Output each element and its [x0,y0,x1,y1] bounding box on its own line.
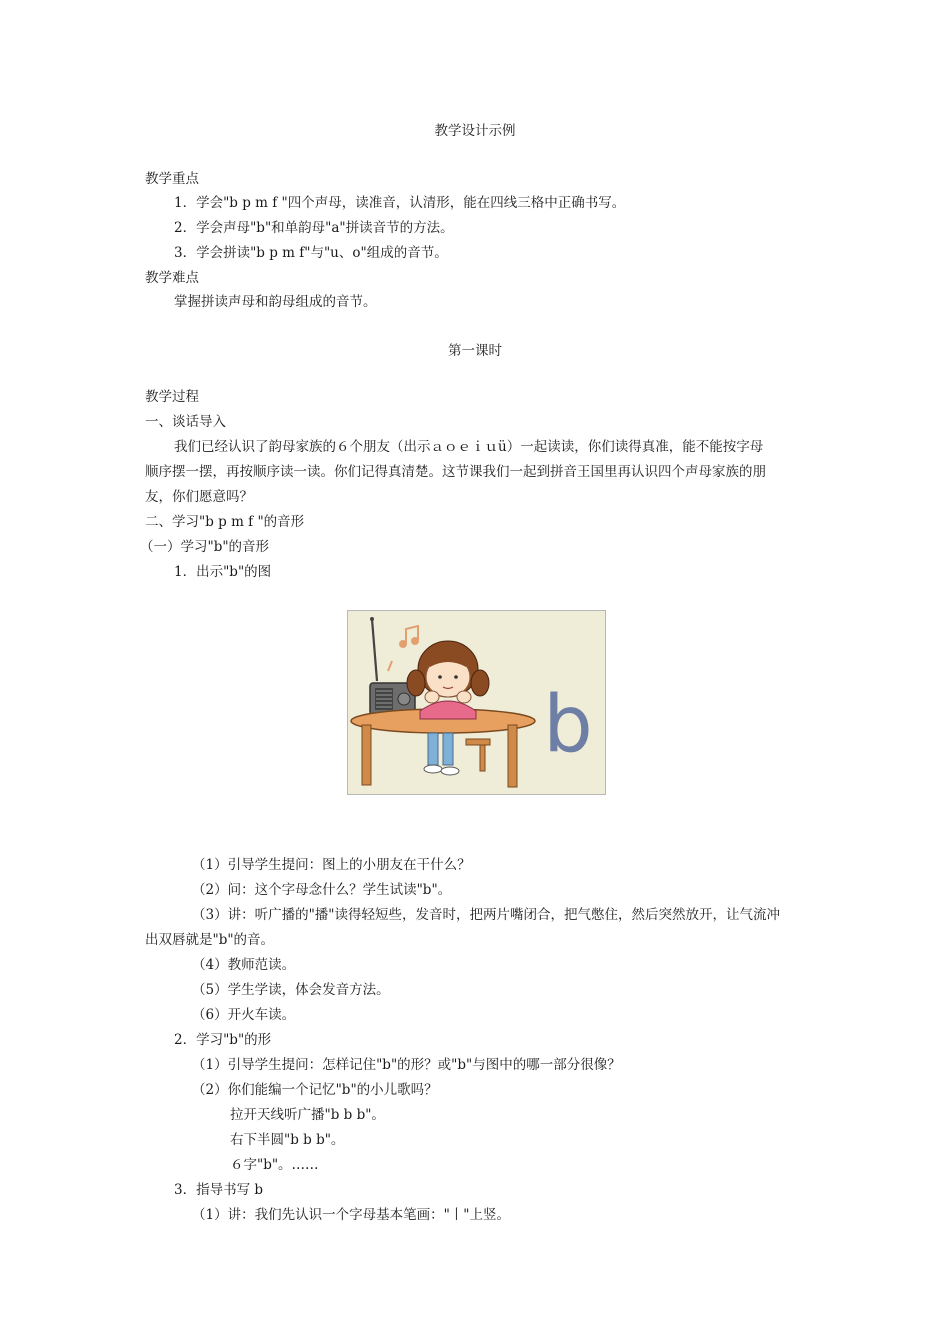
subsection-heading: （一）学习"b"的音形 [140,539,270,555]
step-item: （4）教师范读。 [192,957,296,973]
paragraph-line: 友，你们愿意吗？ [145,489,253,505]
step-heading: 2．学习"b"的形 [174,1032,272,1048]
difficulty-text: 掌握拼读声母和韵母组成的音节。 [174,294,377,310]
step-item: （1）引导学生提问：怎样记住"b"的形？或"b"与图中的哪一部分很像？ [192,1057,621,1073]
step-item: （3）讲：听广播的"播"读得轻短些，发音时，把两片嘴闭合，把气憋住，然后突然放开，让气流冲 [192,907,781,923]
letter-b-label: b [543,680,593,770]
step-item: （6）开火车读。 [192,1007,296,1023]
key-point-item: 1．学会"b p m f "四个声母，读准音，认清形，能在四线三格中正确书写。 [174,195,626,211]
step-item: （5）学生学读，体会发音方法。 [192,982,390,998]
step-item: （1）引导学生提问：图上的小朋友在干什么？ [192,857,471,873]
girl-figure [407,641,489,775]
lesson-title: 第一课时 [448,343,502,359]
paragraph-line: 顺序摆一摆，再按顺序读一读。你们记得真清楚。这节课我们一起到拼音王国里再认识四个声母家族的朋 [145,464,766,480]
rhyme-line: ６字"b"。…… [230,1157,319,1173]
step-item: （2）你们能编一个记忆"b"的小儿歌吗？ [192,1082,438,1098]
process-heading: 教学过程 [145,389,199,405]
section-heading: 一、谈话导入 [145,414,226,430]
rhyme-line: 拉开天线听广播"b b b"。 [230,1107,385,1123]
antenna-icon [372,619,377,681]
key-point-item: 3．学会拼读"b p m f"与"u、o"组成的音节。 [174,245,448,261]
section-heading: 二、学习"b p m f "的音形 [145,514,305,530]
paragraph-line: 我们已经认识了韵母家族的６个朋友（出示ａｏｅｉｕü）一起读读，你们读得真准，能不能按字母 [174,439,764,455]
document-title: 教学设计示例 [434,123,516,139]
rhyme-line: 右下半圆"b b b"。 [230,1132,345,1148]
music-note-icon [388,626,418,671]
step-item: 出双唇就是"b"的音。 [145,932,275,948]
girl-listening-radio-image [348,611,605,794]
difficulty-heading: 教学难点 [145,270,199,286]
step-item: （2）问：这个字母念什么？学生试读"b"。 [192,882,452,898]
step-heading: 3．指导书写 b [174,1182,264,1198]
key-points-heading: 教学重点 [145,171,199,187]
letter-b-illustration [347,610,606,795]
step-item: （1）讲：我们先认识一个字母基本笔画："丨"上竖。 [192,1207,511,1223]
key-point-item: 2．学会声母"b"和单韵母"a"拼读音节的方法。 [174,220,454,236]
step-heading: 1．出示"b"的图 [174,564,272,580]
